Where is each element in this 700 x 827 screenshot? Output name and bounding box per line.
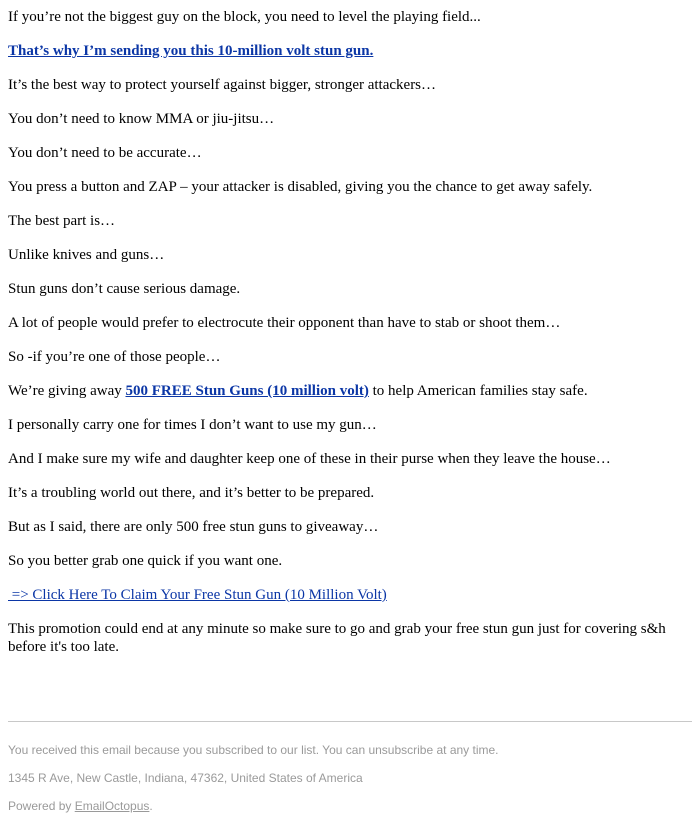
- giveaway-text-after: to help American families stay safe.: [368, 383, 588, 399]
- body-paragraph: A lot of people would prefer to electrocute their opponent than have to stab or shoot them…: [8, 315, 561, 331]
- intro-paragraph: If you’re not the biggest guy on the block, you need to level the playing field...: [8, 9, 481, 25]
- body-paragraph: Stun guns don’t cause serious damage.: [8, 281, 241, 297]
- body-paragraph: It’s a troubling world out there, and it’s better to be prepared.: [8, 485, 375, 501]
- closing-paragraph: This promotion could end at any minute so make sure to go and grab your free stun gun just for covering s&h before it's too late.: [8, 621, 666, 655]
- subscription-notice: You received this email because you subscribed to our list. You can unsubscribe at any time.: [8, 743, 499, 757]
- giveaway-text-before: We’re giving away: [8, 383, 126, 399]
- body-paragraph: I personally carry one for times I don’t want to use my gun…: [8, 417, 377, 433]
- powered-by-suffix: .: [149, 799, 153, 813]
- powered-by: [8, 799, 692, 814]
- cta-paragraph: [8, 586, 387, 604]
- body-paragraph: The best part is…: [8, 213, 116, 229]
- body-paragraph: Unlike knives and guns…: [8, 247, 165, 263]
- free-stun-guns-link[interactable]: 500 FREE Stun Guns (10 million volt): [125, 383, 369, 399]
- body-paragraph: So -if you’re one of those people…: [8, 349, 221, 365]
- giveaway-paragraph: [8, 382, 588, 400]
- headline-paragraph: [8, 42, 373, 60]
- body-paragraph: But as I said, there are only 500 free stun guns to giveaway…: [8, 519, 379, 535]
- sender-address: 1345 R Ave, New Castle, Indiana, 47362, United States of America: [8, 771, 363, 785]
- powered-by-prefix: Powered by: [8, 799, 75, 813]
- footer-divider: [8, 721, 692, 722]
- body-paragraph: So you better grab one quick if you want one.: [8, 553, 283, 569]
- body-paragraph: You press a button and ZAP – your attacker is disabled, giving you the chance to get away safely.: [8, 179, 593, 195]
- stun-gun-offer-link[interactable]: That’s why I’m sending you this 10-million volt stun gun.: [8, 43, 374, 59]
- body-paragraph: It’s the best way to protect yourself against bigger, stronger attackers…: [8, 77, 437, 93]
- claim-stun-gun-link[interactable]: => Click Here To Claim Your Free Stun Gun (10 Million Volt): [8, 587, 387, 603]
- body-paragraph: You don’t need to be accurate…: [8, 145, 202, 161]
- emailoctopus-link[interactable]: EmailOctopus: [74, 799, 150, 813]
- body-paragraph: You don’t need to know MMA or jiu-jitsu…: [8, 111, 275, 127]
- body-paragraph: And I make sure my wife and daughter keep one of these in their purse when they leave the house…: [8, 451, 611, 467]
